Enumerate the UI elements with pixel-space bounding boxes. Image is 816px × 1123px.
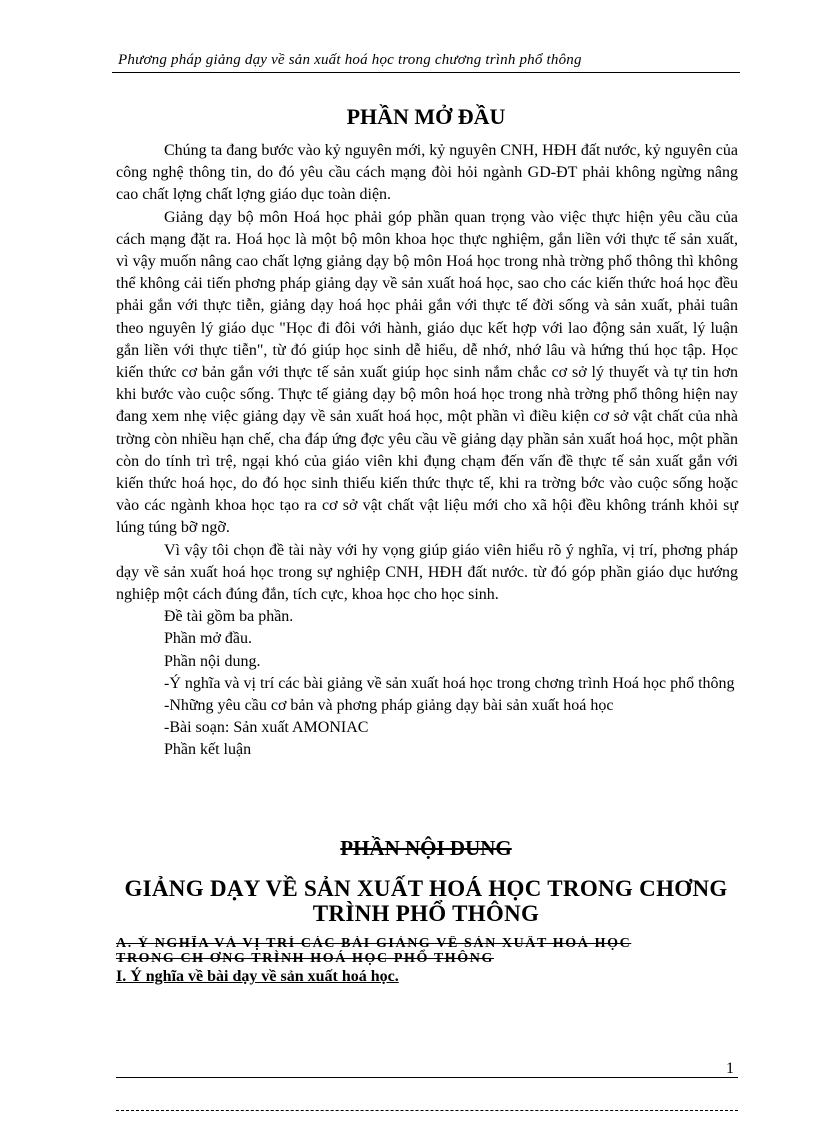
content-title: PHẦN NỘI DUNG bbox=[340, 836, 512, 860]
running-header: Phương pháp giảng dạy về sản xuất hoá học trong chương trình phổ thông bbox=[118, 52, 582, 68]
main-heading: GIẢNG DẠY VỀ SẢN XUẤT HOÁ HỌC TRONG CHƠNG TRÌNH PHỔ THÔNG bbox=[124, 876, 728, 926]
intro-paragraph-2: Giảng dạy bộ môn Hoá học phải góp phần quan trọng vào việc thực hiện yêu cầu của cách mạng đặt ra. Hoá học là một bộ môn khoa học thực nghiệm, gắn liền với thực tế sản xuất, vì vậy muốn nâng cao chất lợng giảng dạy bộ môn Hoá học trong nhà trờng phổ thông thì không thể không cải tiến phơng pháp giảng dạy về sản xuất hoá học, sao cho các kiến thức hoá học đều phải gắn với thực tiễn, giảng dạy hoá học phải gắn với thực tế đời sống và sản xuất, phải tuân theo nguyên lý giáo dục "Học đi đôi với hành, giáo dục kết hợp với lao động sản xuất, lý luận gắn liền với thực tiễn", từ đó giúp học sinh dễ hiểu, dễ nhớ, nhớ lâu và hứng thú học tập. Học kiến thức cơ bản gắn với thực tế sản xuất giúp học sinh nắm chắc cơ sở lý thuyết và tự tin hơn khi bước vào cuộc sống. Thực tế giảng dạy bộ môn hoá học trong nhà trờng phổ thông hiện nay đang xem nhẹ việc giảng dạy về sản xuất hoá học, một phần vì điều kiện cơ sở vật chất của nhà trờng còn nhiều hạn chế, cha đáp ứng đợc yêu cầu về giảng dạy phần sản xuất hoá học, một phần còn do tính trì trệ, ngại khó của giáo viên khi đụng chạm đến vấn đề thực tế sản xuất gắn với kiến thức hoá học, do đó học sinh thiếu kiến thức thực tế, khi ra trờng bớc vào cuộc sống hoặc vào các ngành khoa học tạo ra cơ sở vật chất vật liệu mới cho xã hội đều không tránh khỏi sự lúng túng bỡ ngỡ. bbox=[116, 208, 738, 537]
intro-paragraph-1: Chúng ta đang bước vào kỷ nguyên mới, kỷ nguyên CNH, HĐH đất nước, kỷ nguyên của công nghệ thông tin, do đó yêu cầu cách mạng đòi hỏi ngành GD-ĐT phải không ngừng nâng cao chất lợng chất lợng giáo dục toàn diện. bbox=[116, 142, 738, 204]
intro-body bbox=[116, 140, 738, 762]
header-rule bbox=[112, 72, 740, 73]
intro-paragraph-3: Vì vậy tôi chọn đề tài này với hy vọng giúp giáo viên hiểu rõ ý nghĩa, vị trí, phơng pháp dạy về sản xuất hoá học trong sự nghiệp CNH, HĐH đất nước. từ đó góp phần giáo dục hướng nghiệp một cách đúng đắn, tích cực, khoa học cho học sinh. bbox=[116, 541, 738, 604]
outline-item-conclusion: Phần kết luận bbox=[164, 741, 252, 759]
footer-rule-dashed bbox=[116, 1110, 738, 1111]
footer-rule bbox=[116, 1077, 738, 1078]
outline-line-1: Đề tài gồm ba phần. bbox=[164, 608, 294, 626]
outline-item-meaning: -Ý nghĩa và vị trí các bài giảng về sản xuất hoá học trong chơng trình Hoá học phổ thông bbox=[164, 674, 735, 692]
intro-title: PHẦN MỞ ĐẦU bbox=[346, 104, 506, 129]
outline-item-requirements: -Những yêu cầu cơ bản và phơng pháp giảng dạy bài sản xuất hoá học bbox=[164, 697, 614, 715]
outline-line-3: Phần nội dung. bbox=[164, 652, 261, 670]
section-a-line-2: TRONG CH ƠNG TRÌNH HOÁ HỌC PHỔ THÔNG bbox=[116, 951, 494, 966]
page-number: 1 bbox=[726, 1060, 734, 1077]
outline-item-lesson: -Bài soạn: Sản xuất AMONIAC bbox=[164, 719, 369, 737]
outline-line-2: Phần mở đầu. bbox=[164, 630, 253, 648]
section-a-line-1: A. Ý NGHĨA VÀ VỊ TRÍ CÁC BÀI GIẢNG VỀ SẢN XUẤT HOÁ HỌC bbox=[116, 936, 632, 951]
section-i-heading: I. Ý nghĩa về bài dạy về sản xuất hoá học. bbox=[116, 968, 399, 985]
section-a-heading bbox=[116, 936, 752, 966]
